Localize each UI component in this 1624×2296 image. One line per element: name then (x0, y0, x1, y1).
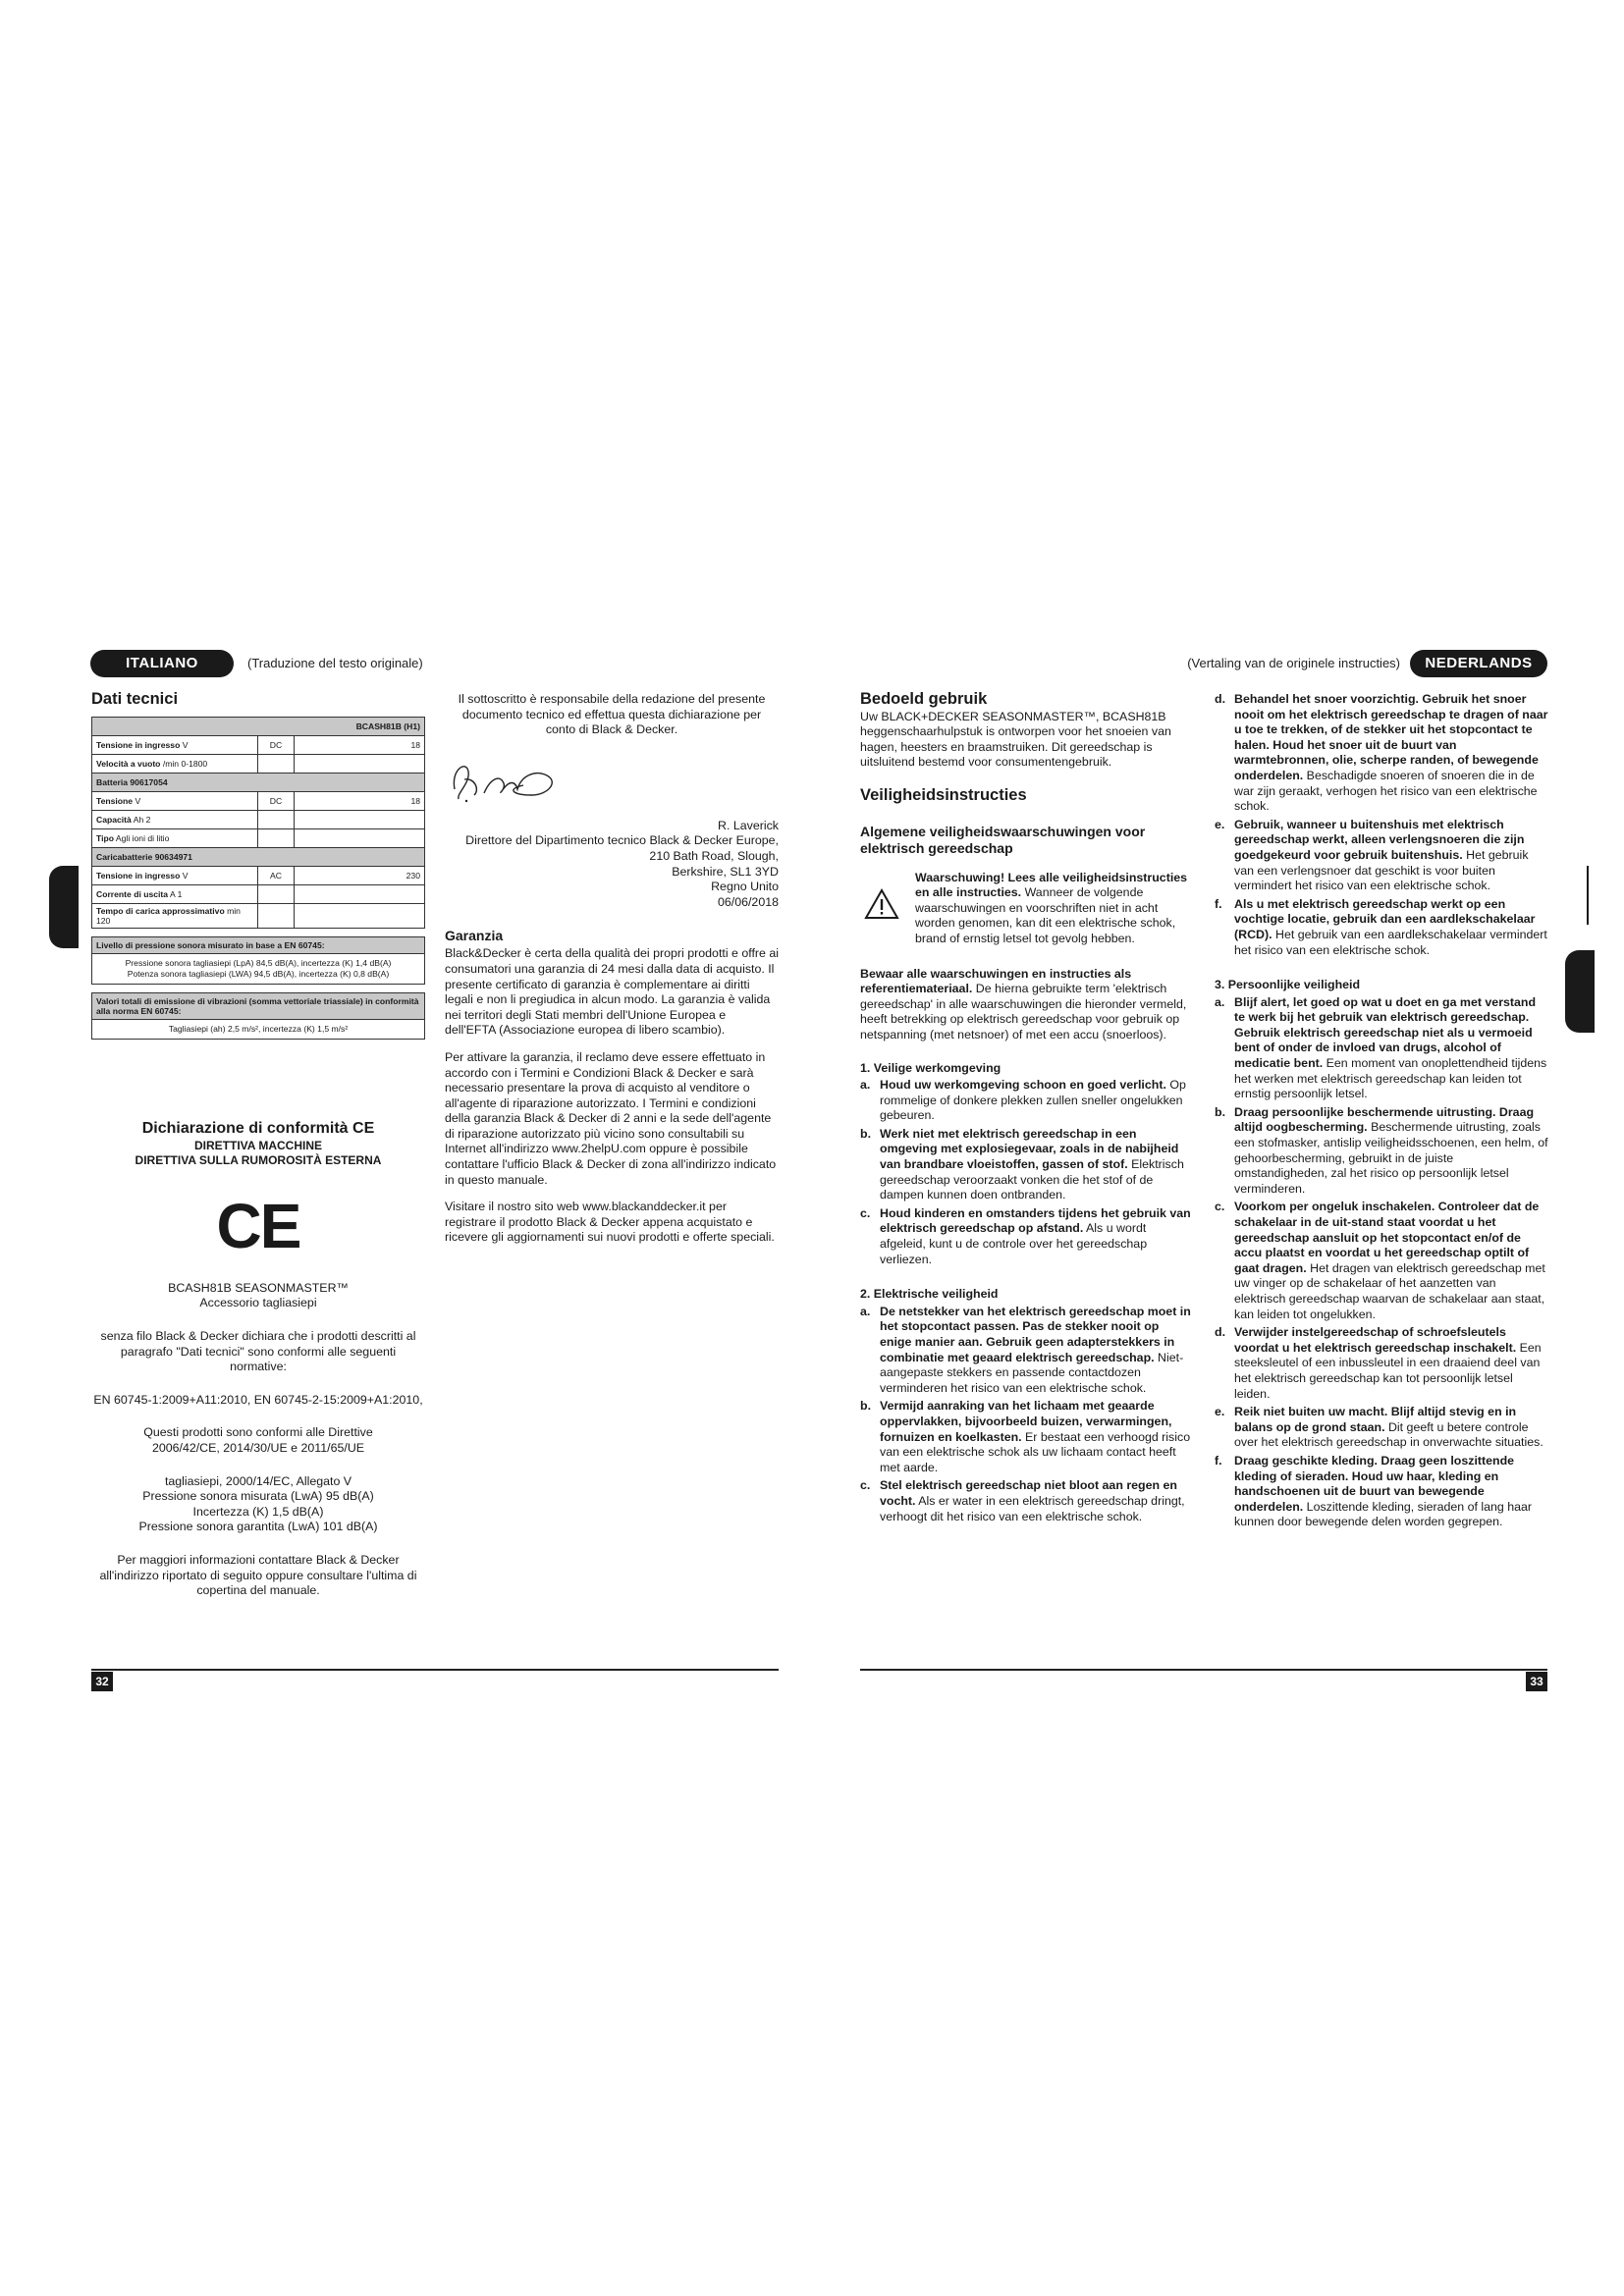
ce-contact: Per maggiori informazioni contattare Black & Decker all'indirizzo riportato di seguito oppure consultare l'ultima di copertina del manuale. (99, 1552, 417, 1598)
signature-graphic (445, 750, 572, 811)
list-item: d. Verwijder instelgereedschap of schroefsleutels voordat u het elektrisch gereedschap inschakelt. Een steeksleutel of een inbussleutel in een draaiend deel van het elektrisch gereedschap kan tot persoonlijk letsel leiden. (1215, 1325, 1542, 1401)
table-row: Tensione V DC 18 (92, 792, 425, 811)
ce-noise-4: Pressione sonora garantita (LwA) 101 dB(A) (138, 1520, 378, 1534)
footer-rule-right (860, 1669, 1547, 1671)
table-row: Corrente di uscita A 1 (92, 885, 425, 904)
section-1-title: 1. Veilige werkomgeving (860, 1060, 1001, 1075)
section-tab-left (49, 866, 79, 948)
keep-instructions-bold: Bewaar alle waarschuwingen en instructies als referentiemateriaal. (860, 966, 1132, 996)
translation-note-it: (Traduzione del testo originale) (247, 656, 423, 670)
language-label-nl: NEDERLANDS (1410, 650, 1547, 677)
nl-column-1 (860, 692, 1194, 1527)
ce-directives: Questi prodotti sono conformi alle Direttive 2006/42/CE, 2014/30/UE e 2011/65/UE (143, 1425, 373, 1455)
address-line-3: Regno Unito (711, 880, 779, 894)
signer-name: R. Laverick (718, 818, 779, 832)
ce-title: Dichiarazione di conformità CE (141, 1120, 375, 1137)
vibration-line: Tagliasiepi (ah) 2,5 m/s², incertezza (K) 1,5 m/s² (168, 1024, 349, 1034)
table-row: Tensione in ingresso V AC 230 (92, 867, 425, 885)
table-row: Tempo di carica approssimativo min 120 (92, 904, 425, 929)
section-2-title: 2. Elektrische veiligheid (860, 1287, 999, 1302)
left-right-column (445, 692, 779, 1257)
list-item: e. Gebruik, wanneer u buitenshuis met elektrisch gereedschap werkt, alleen verlengsnoeren die zijn goedgekeurd voor gebruik buitenshuis. Het gebruik van een verlengsnoer dat geschikt is voor buiten vermindert het risico van een elektrische schok. (1215, 817, 1529, 893)
sound-header: Livello di pressione sonora misurato in base a EN 60745: (92, 937, 424, 954)
sound-line-1: Pressione sonora tagliasiepi (LpA) 84,5 dB(A), incertezza (K) 1,4 dB(A) (125, 958, 392, 968)
list-item: f. Als u met elektrisch gereedschap werkt op een vochtige locatie, gebruik dan een aardlekschakelaar (RCD). Het gebruik van een aardlekschakelaar vermindert het risico van een elektrische schok. (1215, 896, 1547, 957)
ce-noise-2: Pressione sonora misurata (LwA) 95 dB(A) (142, 1489, 374, 1504)
ce-noise-1: tagliasiepi, 2000/14/EC, Allegato V (164, 1473, 352, 1488)
page-number-right: 33 (1526, 1672, 1547, 1691)
section-tab-right (1565, 950, 1595, 1033)
warning-bold: Waarschuwing! Lees alle veiligheidsinstructies en alle instructies. (915, 870, 1188, 900)
list-item: c. Stel elektrisch gereedschap niet bloot aan regen en vocht. Als er water in een elektrisch gereedschap dringt, verhoogt dit het risico van een elektrische schok. (860, 1478, 1185, 1523)
list-item: c. Voorkom per ongeluk inschakelen. Controleer dat de schakelaar in de uit-stand staat voordat u het gereedschap aansluit op het stopcontact en/of de accu plaatst en voordat u het gereedschap optilt of gaat dragen. Het dragen van elektrisch gereedschap met uw vinger op de schakelaar of het aanzetten van elektrisch gereedschap waarvan de schakelaar aan staat, kan leiden tot ongelukken. (1215, 1200, 1545, 1321)
warranty-paragraph-2: Per attivare la garanzia, il reclamo deve essere effettuato in accordo con i Termini e Condizioni Black & Decker e sarà necessario presentare la prova di acquisto al venditore o all'agente di riparazione autorizzato. I Termini e condizioni della garanzia Black & Decker di 2 anni e la sede dell'agente di riparazione autorizzato più vicino sono consultabili su Internet all'indirizzo www.2helpU.com oppure è possibile contattare l'ufficio Black & Decker di zona all'indirizzo indicato in questo manuale. (445, 1049, 777, 1187)
tech-data-section (91, 690, 425, 1040)
tech-data-table (91, 717, 425, 929)
list-item: b. Werk niet met elektrisch gereedschap in een omgeving met explosiegevaar, zoals in de nabijheid van brandbare vloeistoffen, gassen of stof. Elektrisch gereedschap veroorzaakt vonken die het stof of de dampen kunnen doen ontbranden. (860, 1126, 1184, 1202)
list-item: d. Behandel het snoer voorzichtig. Gebruik het snoer nooit om het elektrisch gereedschap te dragen of naar u toe te trekken, of de stekker uit het stopcontact te halen. Houd het snoer uit de buurt van warmtebronnen, olie, scherpe randen, of bewegende onderdelen. Beschadigde snoeren of snoeren die in de war zijn geraakt, verhogen het risico van een elektrische schok. (1215, 692, 1548, 814)
footer-rule-left (91, 1669, 779, 1671)
intended-use-text: Uw BLACK+DECKER SEASONMASTER™, BCASH81B heggenschaarhulpstuk is ontworpen voor het snoeien van hagen, heesters en braamstruiken. Dit gereedschap is uitsluitend bestemd voor consumentengebruik. (860, 709, 1171, 770)
warning-triangle-icon (864, 888, 899, 920)
vibration-header: Valori totali di emissione di vibrazioni (somma vettoriale triassiale) in conformità alla norma EN 60745: (92, 993, 424, 1020)
ce-mark: CE (216, 1190, 300, 1261)
sound-box (91, 936, 425, 985)
ce-standards: EN 60745-1:2009+A11:2010, EN 60745-2-15:2009+A1:2010, (93, 1392, 423, 1407)
list-item: f. Draag geschikte kleding. Draag geen loszittende kleding of sieraden. Houd uw haar, kleding en handschoenen uit de buurt van bewegende onderdelen. Loszittende kleding, sieraden of lang haar kunnen door bewegende delen worden gegrepen. (1215, 1453, 1533, 1529)
responsible-intro: Il sottoscritto è responsabile della redazione del presente documento tecnico ed effettua questa dichiarazione per conto di Black & Decker. (458, 692, 766, 737)
list-item: b. Draag persoonlijke beschermende uitrusting. Draag altijd oogbescherming. Beschermende uitrusting, zoals een stofmasker, antislip veiligheidsschoenen, een helm, of gehoorbescherming, gebruikt in de juiste omstandigheden, zal het risico op persoonlijk letsel verminderen. (1215, 1104, 1548, 1196)
warranty-paragraph-3: Visitare il nostro sito web www.blackanddecker.it per registrare il prodotto Black & Decker appena acquistato e ricevere gli aggiornamenti sui nuovi prodotti e offerte speciali. (445, 1200, 775, 1245)
list-item: a. Houd uw werkomgeving schoon en goed verlicht. Op rommelige of donkere plekken zullen sneller ongelukken gebeuren. (860, 1078, 1186, 1123)
charger-header: Caricabatterie 90634971 (92, 848, 425, 867)
list-item: a. De netstekker van het elektrisch gereedschap moet in het stopcontact passen. Pas de stekker nooit op enige manier aan. Gebruik geen adapterstekkers in combinatie met geaard elektrisch gereedschap. Niet-aangepaste stekkers en passende contactdozen verminderen het risico van een elektrische schok. (860, 1304, 1191, 1395)
ce-declaration-text: senza filo Black & Decker dichiara che i prodotti descritti al paragrafo "Dati tecnici" sono conformi alle seguenti normative: (100, 1328, 416, 1374)
table-row: Tensione in ingresso V DC 18 (92, 736, 425, 755)
ce-declaration (88, 1121, 428, 1599)
nl-column-2 (1215, 692, 1548, 1533)
list-item: a. Blijf alert, let goed op wat u doet en ga met verstand te werk bij het gebruik van elektrisch gereedschap. Gebruik elektrisch gereedschap niet als u vermoeid bent of onder de invloed van drugs, alcohol of medicatie bent. Een moment van onoplettendheid tijdens het werken met elektrisch gereedschap kan leiden tot ernstig persoonlijk letsel. (1215, 994, 1547, 1101)
table-row: Velocità a vuoto /min 0-1800 (92, 755, 425, 774)
signature-image (445, 750, 779, 811)
safety-title: Veiligheidsinstructies (860, 785, 1027, 804)
model-header: BCASH81B (H1) (92, 718, 425, 736)
address-line-2: Berkshire, SL1 3YD (672, 864, 779, 879)
vibration-box (91, 992, 425, 1040)
table-row: Tipo Agli ioni di litio (92, 829, 425, 848)
signer-role: Direttore del Dipartimento tecnico Black & Decker Europe, (465, 833, 779, 848)
ce-product-desc: Accessorio tagliasiepi (199, 1296, 317, 1310)
list-item: e. Reik niet buiten uw macht. Blijf altijd stevig en in balans op de grond staan. Dit geeft u betere controle over het elektrisch gereedschap in onverwachte situaties. (1215, 1405, 1543, 1450)
general-warnings-title: Algemene veiligheidswaarschuwingen voor elektrisch gereedschap (860, 823, 1146, 856)
keep-instructions-text: De hierna gebruikte term 'elektrisch gereedschap' in alle waarschuwingen die hieronder vermeld, heeft betrekking op elektrisch gereedschap voor gebruik op netspanning (met netsnoer) of met een accu (snoerloos). (860, 982, 1187, 1041)
page-number-left: 32 (91, 1672, 113, 1691)
section-3-title: 3. Persoonlijke veiligheid (1215, 978, 1361, 992)
ce-product: BCASH81B SEASONMASTER™ (168, 1280, 349, 1295)
ce-sub-machinery: DIRETTIVA MACCHINE (194, 1138, 322, 1152)
list-item: c. Houd kinderen en omstanders tijdens het gebruik van elektrisch gereedschap op afstand. Als u wordt afgeleid, kunt u de controle over het gereedschap verliezen. (860, 1205, 1191, 1266)
sound-line-2: Potenza sonora tagliasiepi (LWA) 94,5 dB(A), incertezza (K) 0,8 dB(A) (127, 969, 390, 979)
warranty-title: Garanzia (445, 928, 504, 944)
margin-line-right (1587, 866, 1589, 925)
ce-noise-3: Incertezza (K) 1,5 dB(A) (192, 1504, 324, 1519)
warranty-paragraph-1: Black&Decker è certa della qualità dei propri prodotti e offre ai consumatori una garanzia di 24 mesi dalla data di acquisto. Il presente certificato di garanzia è complementare ai diritti legali e non li pregiudica in alcun modo. La garanzia è valida nei territori degli Stati membri dell'Unione Europea e dell'EFTA (Associazione europea di libero scambio). (445, 946, 780, 1038)
address-line-1: 210 Bath Road, Slough, (649, 848, 779, 863)
battery-header: Batteria 90617054 (92, 774, 425, 792)
list-item: b. Vermijd aanraking van het lichaam met geaarde oppervlakken, bijvoorbeeld buizen, verwarmingen, fornuizen en koelkasten. Er bestaat een verhoogd risico van een elektrische schok als uw lichaam contact heeft met aarde. (860, 1399, 1191, 1474)
intended-use-title: Bedoeld gebruik (860, 690, 988, 708)
warning-text: Wanneer de volgende waarschuwingen en voorschriften niet in acht worden genomen, kan dit een elektrische schok, brand of ernstig letsel tot gevolg hebben. (915, 885, 1176, 945)
language-label-it: ITALIANO (90, 650, 234, 677)
ce-sub-noise: DIRETTIVA SULLA RUMOROSITÀ ESTERNA (135, 1153, 382, 1168)
table-row: Capacità Ah 2 (92, 811, 425, 829)
tech-data-title: Dati tecnici (91, 690, 179, 708)
translation-note-nl: (Vertaling van de originele instructies) (1187, 656, 1400, 670)
declaration-date: 06/06/2018 (717, 894, 779, 909)
